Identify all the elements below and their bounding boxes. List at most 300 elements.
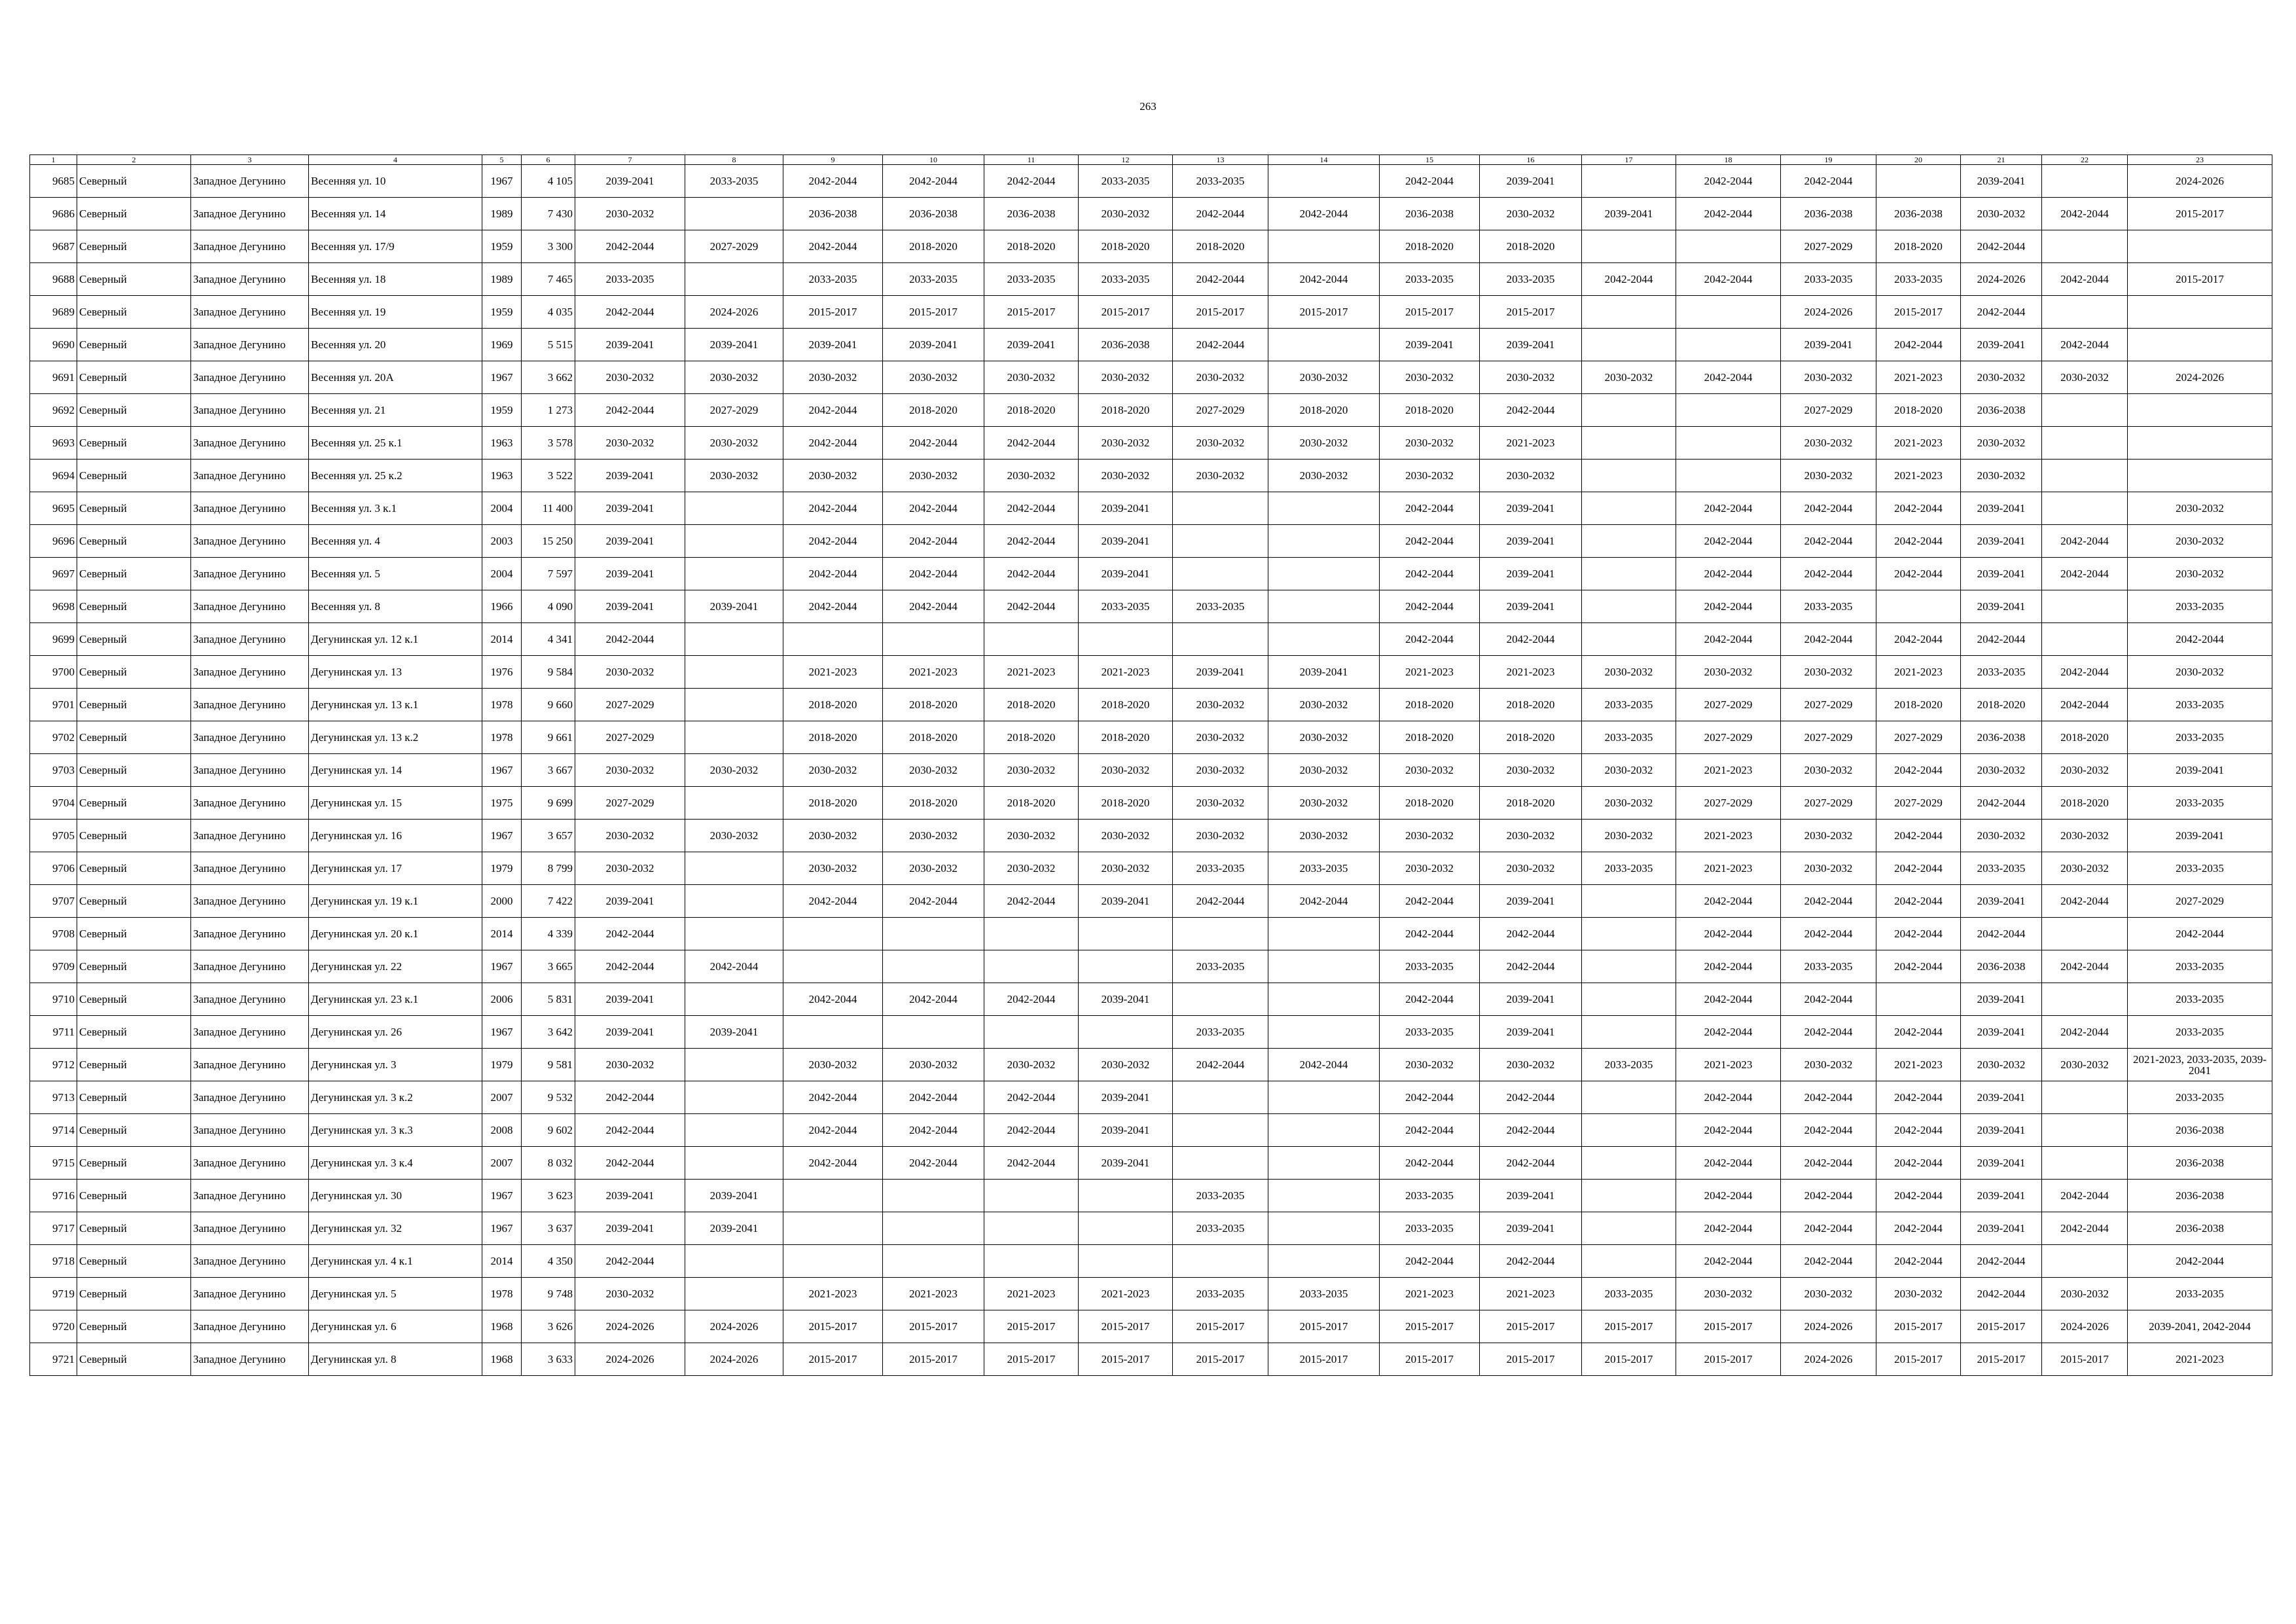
period-cell: 2030-2032: [783, 361, 883, 394]
period-cell: 2042-2044: [1268, 263, 1380, 296]
row-number-cell: 9713: [30, 1081, 77, 1114]
period-cell: [1268, 525, 1380, 558]
period-cell: 2042-2044: [1268, 198, 1380, 230]
period-cell: [685, 787, 783, 820]
address-cell: Дегунинская ул. 30: [309, 1180, 482, 1212]
period-cell: [1876, 983, 1961, 1016]
column-number-header: 15: [1380, 155, 1480, 165]
period-cell: 2018-2020: [1380, 394, 1480, 427]
address-cell: Дегунинская ул. 13 к.1: [309, 689, 482, 721]
period-cell: 2015-2017: [783, 1343, 883, 1376]
period-cell: 2030-2032: [2042, 1278, 2128, 1310]
period-cell: 2030-2032: [783, 820, 883, 852]
period-cell: [685, 1147, 783, 1180]
period-cell: [1582, 885, 1676, 918]
row-number-cell: 9687: [30, 230, 77, 263]
period-cell: 2018-2020: [984, 689, 1079, 721]
period-cell: 2030-2032: [575, 1278, 685, 1310]
period-cell: [1582, 427, 1676, 460]
period-cell: 2042-2044: [1173, 198, 1268, 230]
period-cell: 2042-2044: [1380, 525, 1480, 558]
year-cell: 2007: [482, 1081, 522, 1114]
period-cell: 2042-2044: [685, 950, 783, 983]
district-cell: Северный: [77, 361, 191, 394]
period-cell: 2021-2023: [1380, 1278, 1480, 1310]
row-number-cell: 9716: [30, 1180, 77, 1212]
period-cell: 2042-2044: [1380, 558, 1480, 590]
period-cell: [2042, 427, 2128, 460]
period-cell: 2036-2038: [2128, 1147, 2272, 1180]
period-cell: 2030-2032: [1480, 820, 1582, 852]
period-cell: 2042-2044: [1380, 1114, 1480, 1147]
floor-area-cell: 7 430: [522, 198, 575, 230]
period-cell: 2030-2032: [1676, 1278, 1781, 1310]
table-row: [30, 1147, 2272, 1180]
period-cell: 2015-2017: [1876, 1343, 1961, 1376]
period-cell: 2027-2029: [685, 230, 783, 263]
period-cell: 2042-2044: [984, 427, 1079, 460]
year-cell: 1968: [482, 1310, 522, 1343]
year-cell: 2003: [482, 525, 522, 558]
period-cell: 2042-2044: [1961, 623, 2042, 656]
period-cell: 2030-2032: [1173, 427, 1268, 460]
period-cell: [1876, 165, 1961, 198]
period-cell: 2027-2029: [1676, 787, 1781, 820]
period-cell: 2042-2044: [575, 394, 685, 427]
table-row: [30, 427, 2272, 460]
period-cell: 2042-2044: [2042, 1016, 2128, 1049]
table-row: [30, 198, 2272, 230]
area-cell: Западное Дегунино: [191, 852, 309, 885]
period-cell: [1173, 1114, 1268, 1147]
row-number-cell: 9693: [30, 427, 77, 460]
period-cell: 2030-2032: [1079, 198, 1173, 230]
period-cell: 2042-2044: [2042, 329, 2128, 361]
period-cell: 2015-2017: [1079, 1343, 1173, 1376]
area-cell: Западное Дегунино: [191, 198, 309, 230]
period-cell: [2128, 394, 2272, 427]
period-cell: 2018-2020: [883, 394, 984, 427]
floor-area-cell: 9 748: [522, 1278, 575, 1310]
period-cell: 2015-2017: [1380, 296, 1480, 329]
column-number-header: 10: [883, 155, 984, 165]
year-cell: 1969: [482, 329, 522, 361]
floor-area-cell: 9 661: [522, 721, 575, 754]
district-cell: Северный: [77, 820, 191, 852]
address-cell: Весенняя ул. 20А: [309, 361, 482, 394]
area-cell: Западное Дегунино: [191, 623, 309, 656]
period-cell: 2021-2023: [1676, 754, 1781, 787]
period-cell: 2042-2044: [1480, 394, 1582, 427]
period-cell: 2021-2023: [1380, 656, 1480, 689]
period-cell: 2039-2041: [1961, 329, 2042, 361]
period-cell: 2042-2044: [883, 427, 984, 460]
period-cell: 2039-2041: [1480, 525, 1582, 558]
period-cell: 2042-2044: [1676, 918, 1781, 950]
floor-area-cell: 9 584: [522, 656, 575, 689]
period-cell: 2042-2044: [1876, 1245, 1961, 1278]
period-cell: 2030-2032: [1173, 460, 1268, 492]
period-cell: 2042-2044: [2128, 623, 2272, 656]
period-cell: 2021-2023: [1876, 656, 1961, 689]
year-cell: 1967: [482, 361, 522, 394]
year-cell: 1979: [482, 1049, 522, 1081]
floor-area-cell: 3 300: [522, 230, 575, 263]
district-cell: Северный: [77, 492, 191, 525]
area-cell: Западное Дегунино: [191, 492, 309, 525]
period-cell: 2042-2044: [1380, 492, 1480, 525]
row-number-cell: 9685: [30, 165, 77, 198]
period-cell: 2042-2044: [1380, 1147, 1480, 1180]
period-cell: 2030-2032: [1961, 361, 2042, 394]
period-cell: [685, 525, 783, 558]
period-cell: 2042-2044: [1876, 329, 1961, 361]
period-cell: [1173, 1245, 1268, 1278]
column-number-header: 3: [191, 155, 309, 165]
table-row: [30, 852, 2272, 885]
period-cell: 2027-2029: [575, 787, 685, 820]
period-cell: 2042-2044: [1676, 623, 1781, 656]
period-cell: 2039-2041: [1480, 165, 1582, 198]
repair-schedule-table: [29, 154, 2272, 1376]
row-number-cell: 9690: [30, 329, 77, 361]
year-cell: 2014: [482, 1245, 522, 1278]
district-cell: Северный: [77, 754, 191, 787]
period-cell: 2018-2020: [1268, 394, 1380, 427]
period-cell: 2030-2032: [1582, 361, 1676, 394]
period-cell: 2033-2035: [1173, 165, 1268, 198]
period-cell: [1582, 1081, 1676, 1114]
period-cell: 2042-2044: [1676, 590, 1781, 623]
period-cell: 2042-2044: [783, 558, 883, 590]
period-cell: 2015-2017: [984, 1343, 1079, 1376]
period-cell: 2030-2032: [2042, 361, 2128, 394]
address-cell: Дегунинская ул. 32: [309, 1212, 482, 1245]
period-cell: 2030-2032: [685, 754, 783, 787]
period-cell: 2039-2041: [575, 492, 685, 525]
period-cell: 2015-2017: [1582, 1310, 1676, 1343]
table-row: [30, 656, 2272, 689]
area-cell: Западное Дегунино: [191, 885, 309, 918]
column-number-header: 13: [1173, 155, 1268, 165]
period-cell: 2042-2044: [1781, 1180, 1876, 1212]
address-cell: Дегунинская ул. 17: [309, 852, 482, 885]
period-cell: 2042-2044: [984, 983, 1079, 1016]
period-cell: [1268, 1147, 1380, 1180]
period-cell: [1582, 623, 1676, 656]
row-number-cell: 9692: [30, 394, 77, 427]
year-cell: 2008: [482, 1114, 522, 1147]
floor-area-cell: 4 035: [522, 296, 575, 329]
period-cell: 2042-2044: [1781, 918, 1876, 950]
address-cell: Весенняя ул. 25 к.2: [309, 460, 482, 492]
period-cell: 2030-2032: [883, 852, 984, 885]
area-cell: Западное Дегунино: [191, 787, 309, 820]
period-cell: 2039-2041: [1961, 1114, 2042, 1147]
period-cell: [1676, 230, 1781, 263]
district-cell: Северный: [77, 983, 191, 1016]
address-cell: Дегунинская ул. 20 к.1: [309, 918, 482, 950]
period-cell: 2042-2044: [1173, 263, 1268, 296]
period-cell: 2027-2029: [1876, 721, 1961, 754]
period-cell: 2039-2041: [1480, 329, 1582, 361]
period-cell: 2030-2032: [1173, 820, 1268, 852]
period-cell: 2042-2044: [783, 1114, 883, 1147]
period-cell: 2033-2035: [1079, 165, 1173, 198]
district-cell: Северный: [77, 590, 191, 623]
table-row: [30, 1081, 2272, 1114]
period-cell: 2030-2032: [1079, 1049, 1173, 1081]
period-cell: [1268, 1016, 1380, 1049]
period-cell: 2042-2044: [1480, 918, 1582, 950]
period-cell: 2030-2032: [1480, 361, 1582, 394]
period-cell: 2042-2044: [1380, 623, 1480, 656]
district-cell: Северный: [77, 263, 191, 296]
district-cell: Северный: [77, 558, 191, 590]
floor-area-cell: 15 250: [522, 525, 575, 558]
period-cell: 2033-2035: [1582, 1049, 1676, 1081]
period-cell: 2030-2032: [984, 754, 1079, 787]
period-cell: 2030-2032: [783, 1049, 883, 1081]
period-cell: 2042-2044: [1876, 1016, 1961, 1049]
period-cell: 2015-2017: [1079, 296, 1173, 329]
period-cell: 2042-2044: [1961, 1278, 2042, 1310]
district-cell: Северный: [77, 165, 191, 198]
table-row: [30, 296, 2272, 329]
period-cell: 2018-2020: [1480, 721, 1582, 754]
year-cell: 1978: [482, 689, 522, 721]
period-cell: 2027-2029: [1173, 394, 1268, 427]
period-cell: 2018-2020: [2042, 721, 2128, 754]
year-cell: 1978: [482, 721, 522, 754]
period-cell: 2030-2032: [575, 361, 685, 394]
area-cell: Западное Дегунино: [191, 263, 309, 296]
period-cell: 2033-2035: [1380, 1212, 1480, 1245]
period-cell: [2128, 329, 2272, 361]
address-cell: Весенняя ул. 14: [309, 198, 482, 230]
area-cell: Западное Дегунино: [191, 1081, 309, 1114]
year-cell: 1967: [482, 1212, 522, 1245]
period-cell: 2018-2020: [2042, 787, 2128, 820]
period-cell: [783, 1016, 883, 1049]
period-cell: 2015-2017: [1268, 1310, 1380, 1343]
period-cell: 2015-2017: [1268, 1343, 1380, 1376]
period-cell: 2039-2041: [1079, 885, 1173, 918]
period-cell: 2030-2032: [2128, 492, 2272, 525]
area-cell: Западное Дегунино: [191, 296, 309, 329]
row-number-cell: 9686: [30, 198, 77, 230]
table-row: [30, 590, 2272, 623]
period-cell: 2030-2032: [1380, 852, 1480, 885]
period-cell: 2042-2044: [1480, 1147, 1582, 1180]
period-cell: [1582, 1114, 1676, 1147]
period-cell: [2042, 983, 2128, 1016]
column-number-header: 8: [685, 155, 783, 165]
period-cell: 2021-2023: [1480, 427, 1582, 460]
table-row: [30, 492, 2272, 525]
period-cell: 2021-2023, 2033-2035, 2039-2041: [2128, 1049, 2272, 1081]
row-number-cell: 9714: [30, 1114, 77, 1147]
period-cell: 2042-2044: [984, 1147, 1079, 1180]
period-cell: 2042-2044: [783, 1147, 883, 1180]
period-cell: 2033-2035: [1582, 1278, 1676, 1310]
area-cell: Западное Дегунино: [191, 918, 309, 950]
period-cell: 2030-2032: [883, 754, 984, 787]
column-number-header: 6: [522, 155, 575, 165]
period-cell: 2042-2044: [883, 165, 984, 198]
period-cell: 2018-2020: [1079, 689, 1173, 721]
period-cell: [1173, 983, 1268, 1016]
area-cell: Западное Дегунино: [191, 1278, 309, 1310]
period-cell: 2018-2020: [984, 721, 1079, 754]
period-cell: [1268, 492, 1380, 525]
period-cell: 2018-2020: [1876, 230, 1961, 263]
address-cell: Весенняя ул. 19: [309, 296, 482, 329]
floor-area-cell: 7 465: [522, 263, 575, 296]
period-cell: 2033-2035: [1781, 590, 1876, 623]
period-cell: [685, 1081, 783, 1114]
floor-area-cell: 3 667: [522, 754, 575, 787]
period-cell: 2024-2026: [1781, 296, 1876, 329]
period-cell: [685, 1245, 783, 1278]
period-cell: [1079, 950, 1173, 983]
period-cell: 2042-2044: [1676, 558, 1781, 590]
period-cell: 2030-2032: [2042, 1049, 2128, 1081]
period-cell: [984, 950, 1079, 983]
year-cell: 1989: [482, 198, 522, 230]
period-cell: [1582, 329, 1676, 361]
period-cell: [1676, 296, 1781, 329]
period-cell: 2042-2044: [984, 1081, 1079, 1114]
period-cell: 2033-2035: [1876, 263, 1961, 296]
period-cell: 2021-2023: [883, 656, 984, 689]
period-cell: [1876, 590, 1961, 623]
period-cell: 2024-2026: [2128, 165, 2272, 198]
period-cell: 2042-2044: [783, 983, 883, 1016]
period-cell: 2030-2032: [1582, 787, 1676, 820]
period-cell: [1079, 918, 1173, 950]
period-cell: 2042-2044: [1480, 1245, 1582, 1278]
address-cell: Дегунинская ул. 22: [309, 950, 482, 983]
period-cell: 2033-2035: [1380, 1180, 1480, 1212]
period-cell: 2036-2038: [1876, 198, 1961, 230]
period-cell: 2042-2044: [575, 1114, 685, 1147]
period-cell: 2039-2041: [575, 885, 685, 918]
period-cell: 2018-2020: [1380, 787, 1480, 820]
period-cell: 2042-2044: [575, 230, 685, 263]
period-cell: 2018-2020: [984, 230, 1079, 263]
area-cell: Западное Дегунино: [191, 460, 309, 492]
address-cell: Дегунинская ул. 14: [309, 754, 482, 787]
table-row: [30, 1114, 2272, 1147]
area-cell: Западное Дегунино: [191, 1310, 309, 1343]
period-cell: 2042-2044: [984, 1114, 1079, 1147]
period-cell: 2015-2017: [2128, 198, 2272, 230]
period-cell: 2030-2032: [1268, 754, 1380, 787]
period-cell: [2128, 460, 2272, 492]
district-cell: Северный: [77, 1147, 191, 1180]
period-cell: 2030-2032: [1781, 656, 1876, 689]
district-cell: Северный: [77, 885, 191, 918]
period-cell: 2018-2020: [1173, 230, 1268, 263]
period-cell: [685, 558, 783, 590]
district-cell: Северный: [77, 329, 191, 361]
period-cell: 2015-2017: [1380, 1343, 1480, 1376]
table-row: [30, 329, 2272, 361]
period-cell: 2021-2023: [883, 1278, 984, 1310]
period-cell: 2018-2020: [1380, 721, 1480, 754]
area-cell: Западное Дегунино: [191, 1016, 309, 1049]
table-row: [30, 525, 2272, 558]
period-cell: 2030-2032: [685, 427, 783, 460]
period-cell: 2021-2023: [1676, 852, 1781, 885]
row-number-cell: 9696: [30, 525, 77, 558]
period-cell: [2042, 492, 2128, 525]
period-cell: 2030-2032: [1480, 198, 1582, 230]
period-cell: 2039-2041: [1480, 1016, 1582, 1049]
table-row: [30, 721, 2272, 754]
period-cell: 2039-2041: [1961, 1147, 2042, 1180]
floor-area-cell: 8 799: [522, 852, 575, 885]
row-number-cell: 9712: [30, 1049, 77, 1081]
period-cell: 2021-2023: [1876, 361, 1961, 394]
period-cell: 2024-2026: [1961, 263, 2042, 296]
period-cell: 2018-2020: [1480, 787, 1582, 820]
period-cell: [1268, 1114, 1380, 1147]
floor-area-cell: 4 090: [522, 590, 575, 623]
period-cell: 2039-2041: [1961, 1212, 2042, 1245]
period-cell: 2018-2020: [1079, 230, 1173, 263]
column-number-header: 1: [30, 155, 77, 165]
period-cell: 2042-2044: [1676, 1016, 1781, 1049]
period-cell: 2021-2023: [1676, 820, 1781, 852]
table-row: [30, 787, 2272, 820]
period-cell: 2027-2029: [1781, 230, 1876, 263]
period-cell: 2030-2032: [1781, 1049, 1876, 1081]
period-cell: 2030-2032: [575, 820, 685, 852]
period-cell: [883, 950, 984, 983]
period-cell: 2042-2044: [2042, 1180, 2128, 1212]
period-cell: 2024-2026: [1781, 1343, 1876, 1376]
period-cell: 2030-2032: [883, 361, 984, 394]
period-cell: [1676, 394, 1781, 427]
floor-area-cell: 3 637: [522, 1212, 575, 1245]
period-cell: [984, 1016, 1079, 1049]
year-cell: 1963: [482, 460, 522, 492]
period-cell: 2039-2041: [685, 1016, 783, 1049]
period-cell: 2039-2041: [1173, 656, 1268, 689]
period-cell: 2042-2044: [1676, 1245, 1781, 1278]
period-cell: 2021-2023: [783, 1278, 883, 1310]
period-cell: 2021-2023: [1079, 656, 1173, 689]
period-cell: 2018-2020: [1380, 230, 1480, 263]
period-cell: [1173, 525, 1268, 558]
floor-area-cell: 1 273: [522, 394, 575, 427]
period-cell: 2030-2032: [1268, 787, 1380, 820]
period-cell: 2030-2032: [1961, 460, 2042, 492]
period-cell: 2042-2044: [1676, 885, 1781, 918]
district-cell: Северный: [77, 1310, 191, 1343]
year-cell: 2000: [482, 885, 522, 918]
period-cell: [2128, 230, 2272, 263]
period-cell: 2030-2032: [1961, 1049, 2042, 1081]
column-number-header: 21: [1961, 155, 2042, 165]
column-number-header: 20: [1876, 155, 1961, 165]
period-cell: [1173, 558, 1268, 590]
period-cell: 2042-2044: [883, 492, 984, 525]
row-number-cell: 9711: [30, 1016, 77, 1049]
period-cell: [883, 623, 984, 656]
